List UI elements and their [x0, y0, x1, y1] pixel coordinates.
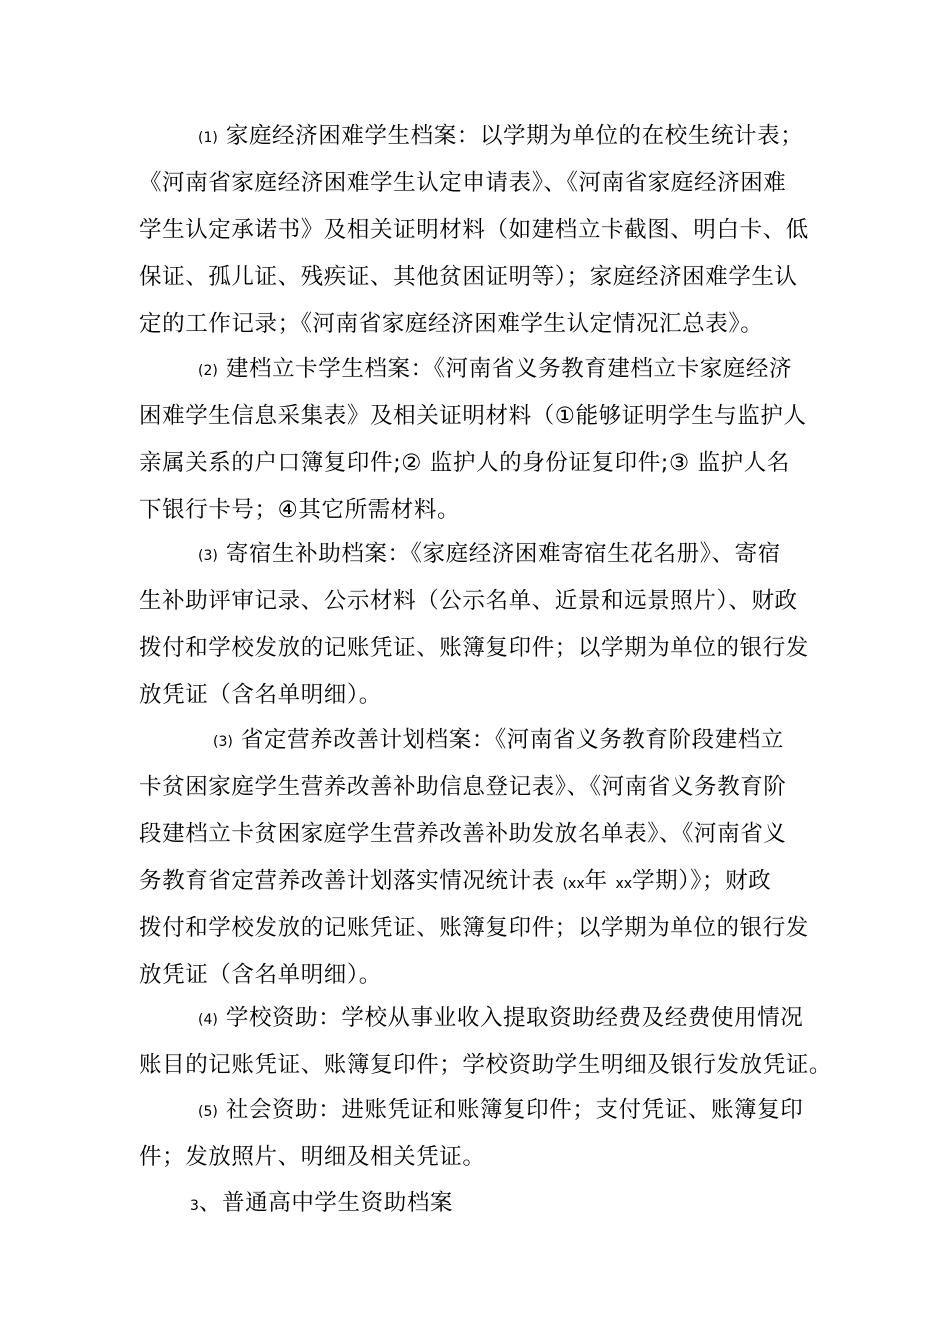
paragraph-2-line-2: 困难学生信息采集表》及相关证明材料（①能够证明学生与监护人: [139, 403, 807, 429]
paragraph-6: [139, 1087, 839, 1181]
section-number: 3: [190, 1198, 199, 1214]
paragraph-1-line-1: (1) 家庭经济困难学生档案：以学期为单位的在校生统计表；: [198, 123, 804, 149]
paragraph-2-line-3: 亲属关系的户口簿复印件;② 监护人的身份证复印件;③ 监护人名: [139, 450, 790, 476]
paragraph-2-line-4: 下银行卡号；④其它所需材料。: [139, 497, 461, 523]
paragraph-3-number: (3): [198, 548, 218, 564]
paragraph-6-line-2: 件；发放照片、明细及相关凭证。: [139, 1144, 486, 1170]
paragraph-4-line-4: 务教育省定营养改善计划落实情况统计表 (xx年 xx学期）》；财政: [139, 868, 772, 894]
paragraph-4-number: (3): [213, 734, 233, 750]
paragraph-3-line-2: 生补助评审记录、公示材料（公示名单、近景和远景照片）、财政: [139, 588, 798, 614]
paragraph-1-number: (1): [198, 130, 218, 146]
paragraph-1: [139, 113, 839, 348]
paragraph-5-number: (4): [198, 1012, 218, 1028]
section-heading: [139, 1180, 839, 1227]
paragraph-2-number: (2): [198, 363, 218, 379]
paragraph-4-line-2: 卡贫困家庭学生营养改善补助信息登记表》、《河南省义务教育阶: [139, 774, 787, 800]
paragraph-1-line-2: 《河南省家庭经济困难学生认定申请表》、《河南省家庭经济困难: [139, 170, 787, 196]
paragraph-4: [139, 717, 839, 999]
paragraph-2: [139, 346, 839, 534]
paragraph-1-line-5: 定的工作记录；《河南省家庭经济困难学生认定情况汇总表》。: [139, 311, 764, 337]
section-title: 、普通高中学生资助档案: [198, 1190, 454, 1216]
paragraph-4-line-3: 段建档立卡贫困家庭学生营养改善补助发放名单表》、《河南省义: [139, 821, 787, 847]
paragraph-4-line-1: (3) 省定营养改善计划档案：《河南省义务教育阶段建档立: [213, 727, 784, 753]
paragraph-3-line-3: 拨付和学校发放的记账凭证、账簿复印件；以学期为单位的银行发: [139, 635, 809, 661]
paragraph-5-line-2: 账目的记账凭证、账簿复印件；学校资助学生明细及银行发放凭证。: [139, 1052, 833, 1078]
paragraph-1-line-4: 保证、孤儿证、残疾证、其他贫困证明等）；家庭经济困难学生认: [139, 264, 798, 290]
section-heading-line: [139, 1180, 839, 1227]
paragraph-6-number: (5): [198, 1104, 218, 1120]
paragraph-2-line-1: (2) 建档立卡学生档案：《河南省义务教育建档立卡家庭经济: [198, 356, 793, 382]
paragraph-5: [139, 995, 839, 1089]
paragraph-5-line-1: (4) 学校资助：学校从事业收入提取资助经费及经费使用情况: [198, 1005, 804, 1031]
paragraph-1-line-3: 学生认定承诺书》及相关证明材料（如建档立卡截图、明白卡、低: [139, 217, 809, 243]
paragraph-6-line-1: (5) 社会资助：进账凭证和账簿复印件；支付凭证、账簿复印: [198, 1097, 804, 1123]
paragraph-4-line-6: 放凭证（含名单明细）。: [139, 962, 382, 988]
paragraph-4-line-5: 拨付和学校发放的记账凭证、账簿复印件；以学期为单位的银行发: [139, 915, 809, 941]
paragraph-3-line-4: 放凭证（含名单明细）。: [139, 682, 382, 708]
paragraph-3: [139, 531, 839, 719]
paragraph-3-line-1: (3) 寄宿生补助档案：《家庭经济困难寄宿生花名册》、寄宿: [198, 541, 781, 567]
